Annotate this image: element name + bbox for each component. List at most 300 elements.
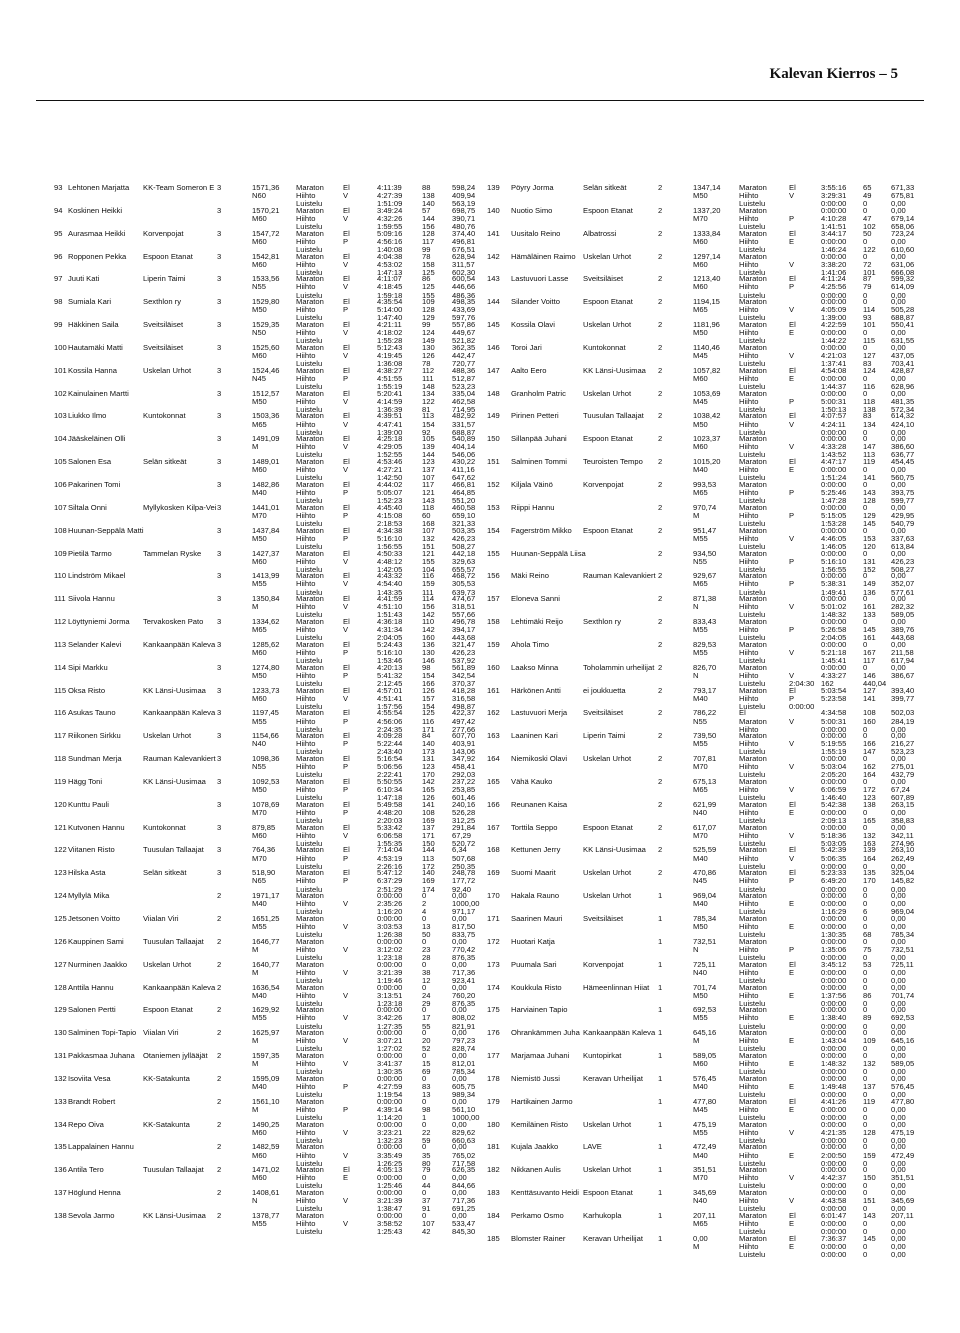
club-name: Espoon Etanat xyxy=(583,525,633,535)
event-series: V xyxy=(343,328,349,338)
club-name: Espoon Etanat xyxy=(583,297,633,307)
event-time: 1:42:50 xyxy=(377,473,403,483)
event-position: 29 xyxy=(422,998,431,1008)
rank-number: 151 xyxy=(487,457,500,467)
event-time: 5:21:18 xyxy=(821,647,847,657)
event-time: 3:21:39 xyxy=(377,967,403,977)
rank-number: 162 xyxy=(487,708,500,718)
event-name: Luistelu xyxy=(739,610,766,620)
event-points: 0,00 xyxy=(891,427,906,437)
age-class: M55 xyxy=(693,1127,708,1137)
event-series: V xyxy=(343,693,349,703)
event-time: 5:06:56 xyxy=(377,762,403,772)
club-name: Tuusulan Tallaajat xyxy=(143,845,204,855)
event-name: Maraton xyxy=(739,731,767,741)
events-count: 3 xyxy=(217,274,222,284)
event-time: 4:33:27 xyxy=(821,670,847,680)
events-count: 1 xyxy=(658,1142,663,1152)
event-series: E xyxy=(789,899,795,909)
event-position: 0 xyxy=(863,290,868,300)
rank-number: 145 xyxy=(487,320,500,330)
event-name: Luistelu xyxy=(739,336,766,346)
club-name: Rauman Kalevankiert xyxy=(143,754,216,764)
total-score: 1625,97 xyxy=(252,1028,280,1038)
event-points: 0,00 xyxy=(891,975,906,985)
total-score: 1651,25 xyxy=(252,914,280,923)
event-position: 0 xyxy=(863,525,868,535)
event-position: 112 xyxy=(422,365,435,375)
event-position: 86 xyxy=(863,990,872,1000)
competitor-name: Niemistö Jussi xyxy=(511,1073,560,1083)
rank-number: 175 xyxy=(487,1005,500,1015)
event-position: 163 xyxy=(863,838,876,848)
event-name: Luistelu xyxy=(296,1021,323,1031)
events-count: 2 xyxy=(658,205,663,215)
event-time: 6:49:20 xyxy=(821,876,847,886)
total-score: 1038,42 xyxy=(693,411,721,421)
event-time: 1:16:29 xyxy=(821,907,847,917)
event-time: 2:51:29 xyxy=(377,884,403,894)
event-points: 67,29 xyxy=(452,830,472,840)
event-position: 0 xyxy=(863,754,868,764)
event-time: 2:22:41 xyxy=(377,770,403,780)
event-name: Hiihto xyxy=(739,533,759,543)
event-name: Maraton xyxy=(296,274,324,284)
event-name: Luistelu xyxy=(296,953,323,963)
events-count: 2 xyxy=(658,411,663,421)
event-time: 0:00:00 xyxy=(821,1165,847,1175)
events-count: 2 xyxy=(658,639,663,649)
event-position: 155 xyxy=(422,290,435,300)
event-time: 0:00:00 xyxy=(821,434,847,444)
event-position: 144 xyxy=(422,845,435,855)
event-time: 1:41:51 xyxy=(821,222,847,232)
competitor-name: Riikonen Sirkku xyxy=(68,731,121,741)
club-name: Tuusulan Tallaajat xyxy=(143,1165,204,1175)
events-count: 2 xyxy=(658,297,663,307)
event-position: 126 xyxy=(422,685,435,695)
event-time: 0:00:00 xyxy=(821,967,847,977)
event-series: E xyxy=(789,1241,795,1251)
event-series: E xyxy=(789,1104,795,1114)
event-time: 0:00:00 xyxy=(821,251,847,261)
event-position: 117 xyxy=(863,656,876,666)
total-score: 1154,66 xyxy=(252,731,279,741)
event-position: 0 xyxy=(863,502,868,512)
event-name: Luistelu xyxy=(739,1135,766,1145)
event-time: 2:18:53 xyxy=(377,519,403,528)
event-time: 4:54:40 xyxy=(377,579,403,589)
club-name: Uskelan Urhot xyxy=(583,891,632,901)
event-time: 1:52:55 xyxy=(377,450,403,460)
event-points: 497,42 xyxy=(452,716,476,726)
event-time: 1:52:23 xyxy=(377,496,403,506)
event-time: 0:00:00 xyxy=(377,1051,403,1061)
competitor-name: Sipi Markku xyxy=(68,662,108,672)
club-name: Uskelan Urhot xyxy=(583,1165,632,1175)
age-class: M40 xyxy=(693,1082,708,1091)
event-points: 797,23 xyxy=(452,1036,476,1046)
event-name: Maraton xyxy=(739,502,767,512)
event-time: 1:59:18 xyxy=(377,290,403,300)
events-count: 2 xyxy=(658,594,663,604)
event-position: 148 xyxy=(422,381,435,391)
event-time: 1:14:20 xyxy=(377,1112,403,1122)
competitor-name: Salminen Topi-Tapio xyxy=(68,1028,137,1038)
club-name: Sexthlon ry xyxy=(143,297,181,307)
event-time: 0:00:00 xyxy=(821,1181,847,1191)
age-class: M40 xyxy=(693,899,708,909)
event-time: 4:46:05 xyxy=(821,533,847,543)
event-position: 109 xyxy=(422,297,435,307)
event-series: E xyxy=(789,922,795,932)
competitor-name: Asukas Tauno xyxy=(68,708,116,718)
event-name: Maraton xyxy=(739,388,767,398)
event-name: Maraton xyxy=(296,388,324,398)
club-name: Kuntokonnat xyxy=(143,822,186,832)
event-name: Luistelu xyxy=(296,404,323,414)
rank-number: 117 xyxy=(54,731,67,741)
event-name: Maraton xyxy=(296,1165,324,1175)
rank-number: 122 xyxy=(54,845,67,855)
rank-number: 174 xyxy=(487,982,500,992)
event-position: 159 xyxy=(863,1150,876,1160)
events-count: 1 xyxy=(658,1210,663,1220)
event-time: 4:57:01 xyxy=(377,685,403,695)
event-time: 4:21:35 xyxy=(821,1127,847,1137)
event-time: 3:12:02 xyxy=(377,944,403,954)
age-class: M60 xyxy=(252,236,267,246)
event-time: 4:07:57 xyxy=(821,411,847,421)
event-position: 0 xyxy=(863,953,868,963)
event-position: 152 xyxy=(863,564,876,574)
competitor-name: Nikkanen Aulis xyxy=(511,1165,561,1175)
club-name: Korvenpojat xyxy=(583,959,624,969)
club-name: Kuntopirkat xyxy=(583,1051,622,1061)
event-time: 1:49:41 xyxy=(821,587,847,597)
event-position: 0 xyxy=(863,1119,868,1129)
competitor-name: Koukkula Risto xyxy=(511,982,562,992)
events-count: 3 xyxy=(217,365,222,375)
age-class: M60 xyxy=(693,373,708,383)
event-time: 4:18:02 xyxy=(377,328,403,338)
rank-number: 110 xyxy=(54,571,67,581)
event-name: Maraton xyxy=(739,1051,767,1061)
event-name: Maraton xyxy=(739,1188,767,1198)
event-time: 1:47:40 xyxy=(377,313,403,323)
event-time: 0:00:00 xyxy=(821,899,847,909)
event-position: 134 xyxy=(863,419,876,429)
events-count: 1 xyxy=(658,959,663,969)
event-position: 0 xyxy=(863,571,868,581)
event-series: E xyxy=(789,990,795,1000)
event-name: Maraton xyxy=(296,1005,324,1015)
total-score: 1297,14 xyxy=(693,251,721,261)
event-points: 442,47 xyxy=(452,351,476,360)
event-name: Hiihto xyxy=(739,1082,759,1091)
event-points: 446,66 xyxy=(452,282,476,292)
event-series: P xyxy=(789,625,795,635)
age-class: M70 xyxy=(252,807,267,817)
event-time: 0:00:00 xyxy=(821,297,847,307)
event-time: 4:48:20 xyxy=(377,807,403,817)
event-series: E xyxy=(789,967,795,977)
event-position: 78 xyxy=(422,251,431,261)
club-name: KK-Satakunta xyxy=(143,1073,190,1083)
event-time: 5:12:43 xyxy=(377,342,403,352)
event-points: 0,00 xyxy=(452,1188,467,1198)
event-points: 454,45 xyxy=(891,457,915,467)
event-name: Luistelu xyxy=(296,747,323,757)
event-position: 122 xyxy=(863,244,876,254)
rank-number: 146 xyxy=(487,342,500,352)
event-name: Hiihto xyxy=(296,785,316,795)
events-count: 3 xyxy=(217,708,222,718)
event-series: El xyxy=(343,685,350,695)
total-score: 1427,37 xyxy=(252,548,280,558)
event-position: 0 xyxy=(863,1044,868,1054)
event-series: P xyxy=(343,510,349,520)
event-time: 1:26:38 xyxy=(377,930,403,940)
event-name: Hiihto xyxy=(296,1013,316,1023)
events-count: 2 xyxy=(658,868,663,878)
total-score: 1561,10 xyxy=(252,1096,280,1106)
event-points: 0,00 xyxy=(452,959,467,969)
event-name: Hiihto xyxy=(296,533,316,543)
event-position: 0 xyxy=(863,199,868,209)
event-name: Maraton xyxy=(739,799,767,809)
age-class: N40 xyxy=(252,739,266,749)
age-class: M65 xyxy=(252,419,267,429)
event-name: Maraton xyxy=(296,479,324,489)
event-name: Luistelu xyxy=(296,678,323,688)
event-time: 4:04:38 xyxy=(377,251,403,261)
event-name: Maraton xyxy=(296,1210,324,1220)
event-time: 0:00:00 xyxy=(821,1188,847,1198)
club-name: Toholammin urheilijat xyxy=(583,662,655,672)
club-name: Espoon Etanat xyxy=(583,1188,633,1198)
event-points: 1000,00 xyxy=(452,899,480,909)
event-points: 876,35 xyxy=(452,953,476,963)
rank-number: 106 xyxy=(54,479,67,489)
event-points: 424,10 xyxy=(891,419,915,429)
competitor-name: Laakso Minna xyxy=(511,662,559,672)
competitor-name: Nurminen Jaakko xyxy=(68,959,128,969)
event-name: Hiihto xyxy=(739,1036,759,1046)
age-class: M40 xyxy=(693,1150,708,1160)
total-score: 1408,61 xyxy=(252,1188,280,1198)
age-class: N xyxy=(252,1196,258,1206)
event-time: 4:18:45 xyxy=(377,282,403,292)
event-position: 117 xyxy=(422,479,435,489)
event-name: Maraton xyxy=(739,274,767,284)
rank-number: 177 xyxy=(487,1051,500,1061)
event-time: 0:00:00 xyxy=(821,1112,847,1122)
total-score: 1629,92 xyxy=(252,1005,280,1015)
event-points: 318,51 xyxy=(452,602,476,612)
event-time: 1:30:35 xyxy=(821,930,847,940)
event-time: 0:00:00 xyxy=(821,1067,847,1077)
event-position: 0 xyxy=(863,1090,868,1100)
competitor-name: Perkamo Osmo xyxy=(511,1210,564,1220)
event-name: Maraton xyxy=(296,845,324,855)
event-name: Hiihto xyxy=(296,1082,316,1091)
event-name: Maraton xyxy=(739,1210,767,1220)
event-time: 5:18:36 xyxy=(821,830,847,840)
event-position: 156 xyxy=(422,222,435,232)
event-series: V xyxy=(789,1173,795,1183)
age-class: M70 xyxy=(693,213,708,223)
event-series: V xyxy=(343,944,349,954)
event-position: 17 xyxy=(422,1013,431,1023)
event-points: 636,77 xyxy=(891,450,915,460)
event-points: 551,20 xyxy=(452,496,476,506)
event-points: 211,58 xyxy=(891,647,914,657)
event-points: 765,02 xyxy=(452,1150,476,1160)
event-time: 0:00:00 xyxy=(377,891,403,901)
event-position: 151 xyxy=(422,541,435,551)
event-position: 102 xyxy=(863,222,876,232)
event-position: 0 xyxy=(863,373,868,383)
event-position: 121 xyxy=(422,488,435,498)
rank-number: 181 xyxy=(487,1142,500,1152)
event-time: 4:27:21 xyxy=(377,465,403,475)
event-position: 144 xyxy=(422,213,435,223)
event-position: 12 xyxy=(422,975,431,985)
event-points: 560,75 xyxy=(891,473,915,483)
competitor-name: Selander Kalevi xyxy=(68,639,122,649)
event-name: Luistelu xyxy=(739,427,766,437)
event-position: 24 xyxy=(422,990,431,1000)
competitor-name: Härkönen Antti xyxy=(511,685,561,695)
event-time: 0:00:00 xyxy=(821,594,847,604)
total-score: 1197,45 xyxy=(252,708,279,718)
event-points: 394,17 xyxy=(452,625,476,635)
event-points: 550,41 xyxy=(891,320,915,330)
event-points: 432,79 xyxy=(891,770,915,780)
event-points: 216,27 xyxy=(891,739,915,749)
event-time: 1:27:02 xyxy=(377,1044,403,1054)
event-name: Maraton xyxy=(296,320,324,330)
event-position: 0 xyxy=(422,1051,427,1061)
event-points: 462,58 xyxy=(452,396,476,406)
event-name: Hiihto xyxy=(296,693,316,703)
event-points: 277,66 xyxy=(452,724,476,734)
event-position: 0 xyxy=(422,936,427,946)
event-points: 725,11 xyxy=(891,959,914,969)
event-time: 4:56:06 xyxy=(377,716,403,726)
event-name: Luistelu xyxy=(296,861,323,871)
event-name: Luistelu xyxy=(739,861,766,871)
club-name: Otaniemen jyllääjät xyxy=(143,1051,208,1061)
event-series: V xyxy=(789,739,795,749)
rank-number: 136 xyxy=(54,1165,67,1175)
event-position: 0 xyxy=(422,959,427,969)
event-time: 0:00:00 xyxy=(821,1119,847,1129)
age-class: M70 xyxy=(252,853,267,863)
event-time: 1:50:13 xyxy=(821,404,847,414)
event-position: 28 xyxy=(422,953,431,963)
competitor-name: Isoviita Vesa xyxy=(68,1073,111,1083)
event-position: 126 xyxy=(422,351,435,360)
event-name: Hiihto xyxy=(296,625,316,635)
rank-number: 131 xyxy=(54,1051,67,1061)
event-time: 4:54:08 xyxy=(821,365,847,375)
event-points: 521,82 xyxy=(452,336,476,346)
event-points: 0,00 xyxy=(891,594,906,604)
event-position: 78 xyxy=(422,359,431,369)
event-name: Hiihto xyxy=(739,876,759,886)
event-name: Hiihto xyxy=(739,282,759,292)
event-series: P xyxy=(343,807,349,817)
event-name: Maraton xyxy=(739,639,767,649)
event-series: P xyxy=(789,693,795,703)
event-points: 0,00 xyxy=(452,891,467,901)
event-points: 0,00 xyxy=(891,1204,906,1214)
event-time: 4:50:33 xyxy=(377,548,403,558)
total-score: 1971,17 xyxy=(252,891,280,901)
total-score: 1350,84 xyxy=(252,594,280,604)
event-series: El xyxy=(343,251,350,261)
event-series: El xyxy=(789,274,796,284)
event-time: 2:43:40 xyxy=(377,747,403,757)
event-points: 475,19 xyxy=(891,1127,915,1137)
event-points: 443,68 xyxy=(452,633,476,643)
event-points: 464,85 xyxy=(452,488,476,498)
competitor-name: Kauppinen Sami xyxy=(68,936,124,946)
event-name: Hiihto xyxy=(739,328,759,338)
event-time: 4:51:55 xyxy=(377,373,403,383)
event-points: 723,24 xyxy=(891,228,915,238)
event-points: 0,00 xyxy=(891,1241,906,1251)
age-class: M50 xyxy=(252,670,267,680)
event-name: Hiihto xyxy=(296,305,316,315)
event-position: 0 xyxy=(863,251,868,261)
club-name: Espoon Etanat xyxy=(143,1005,193,1015)
competitor-name: Harviainen Tapio xyxy=(511,1005,568,1015)
event-position: 0 xyxy=(863,328,868,338)
event-name: Hiihto xyxy=(739,351,759,360)
event-time: 1:48:32 xyxy=(821,610,847,620)
event-position: 0 xyxy=(422,1005,427,1015)
competitor-name: Marjamaa Juhani xyxy=(511,1051,570,1061)
events-count: 3 xyxy=(217,868,222,878)
competitor-name: Reunanen Kaisa xyxy=(511,799,568,809)
event-time: 5:42:39 xyxy=(821,845,847,855)
event-time: 1:27:35 xyxy=(377,1021,403,1031)
event-position: 146 xyxy=(863,670,876,680)
total-score: 833,43 xyxy=(693,617,717,627)
event-position: 0 xyxy=(863,617,868,627)
event-name: Hiihto xyxy=(296,282,316,292)
rank-number: 99 xyxy=(54,320,63,330)
event-points: 0,00 xyxy=(891,807,906,817)
event-name: Hiihto xyxy=(296,1173,316,1183)
event-position: 138 xyxy=(863,404,876,414)
event-position: 0 xyxy=(422,1073,427,1083)
total-score: 969,04 xyxy=(693,891,717,901)
event-time: 4:25:18 xyxy=(377,434,403,444)
event-time: 4:21:11 xyxy=(377,320,402,330)
events-count: 2 xyxy=(217,891,222,901)
event-position: 141 xyxy=(863,693,876,703)
event-name: Hiihto xyxy=(739,556,759,566)
rank-number: 128 xyxy=(54,982,67,992)
event-time: 4:29:05 xyxy=(377,442,403,452)
event-points: 496,81 xyxy=(452,236,476,246)
competitor-name: Sillanpää Juhani xyxy=(511,434,567,444)
event-position: 0 xyxy=(863,1021,868,1031)
